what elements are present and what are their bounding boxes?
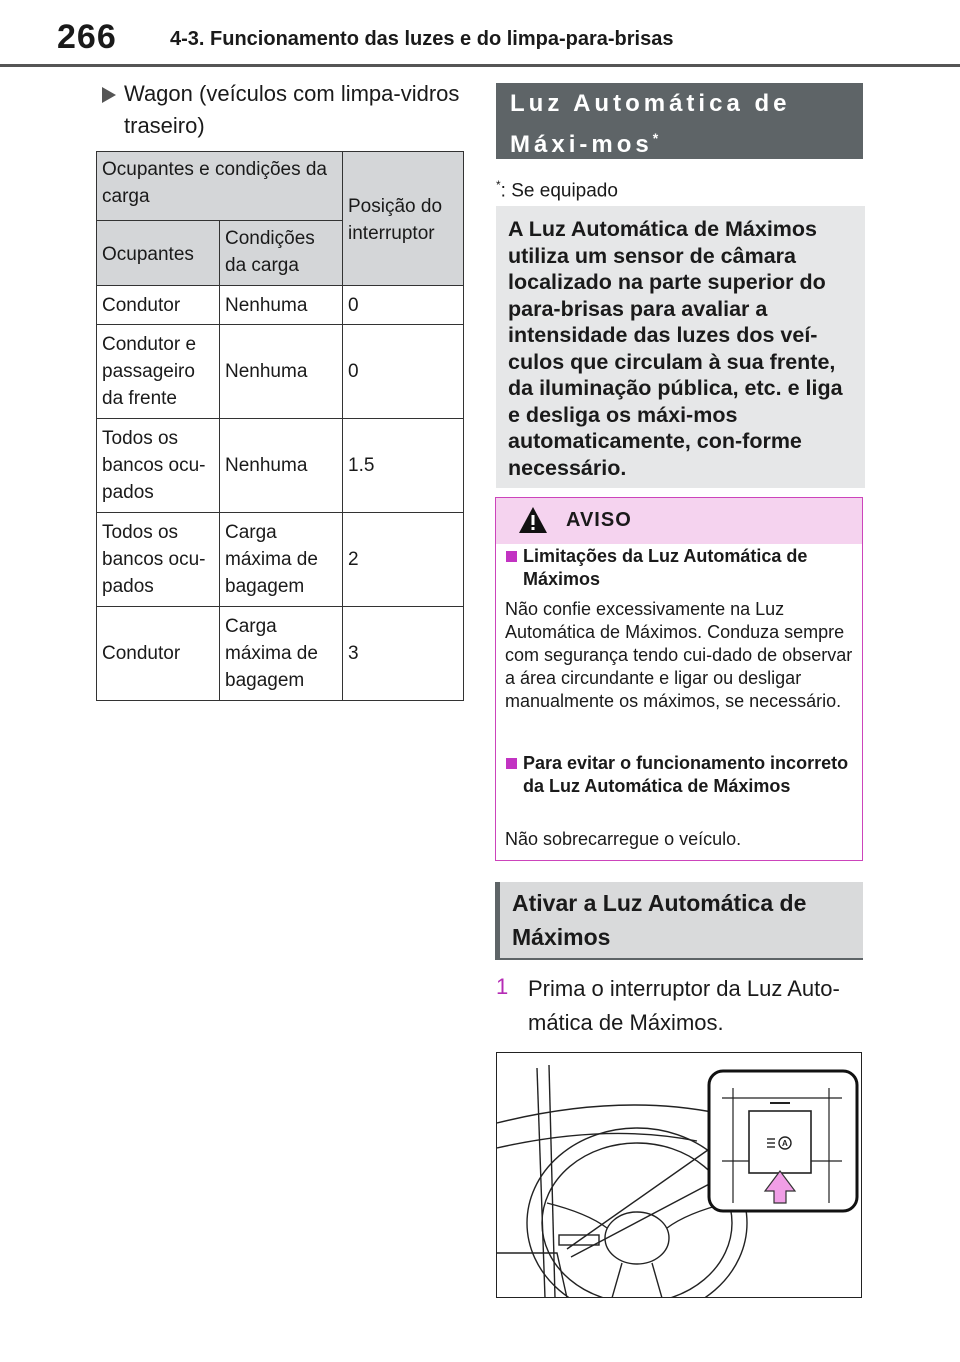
svg-text:A: A xyxy=(782,1139,788,1148)
table-cell: 1.5 xyxy=(343,419,464,513)
step-text: Prima o interruptor da Luz Auto-mática de Máximos. xyxy=(528,976,840,1035)
warning-heading-2: Para evitar o funcionamento incorreto da Luz Automática de Máximos xyxy=(523,753,849,796)
table-row xyxy=(97,286,464,325)
table-header-load: Condições da carga xyxy=(220,221,343,286)
footnote-text: : Se equipado xyxy=(500,180,618,202)
auto-high-beam-title-bar xyxy=(496,83,863,159)
warning-paragraph-2: Não sobrecarregue o veículo. xyxy=(505,829,742,849)
table-cell: 3 xyxy=(343,607,464,701)
square-bullet-icon xyxy=(506,551,517,562)
table-row xyxy=(97,607,464,701)
square-bullet-icon xyxy=(506,758,517,769)
table-cell: Nenhuma xyxy=(220,286,343,325)
warning-heading-1: Limitações da Luz Automática de Máximos xyxy=(523,546,808,589)
step-number: 1 xyxy=(496,974,509,999)
auto-high-beam-title xyxy=(510,87,860,162)
table-cell: Nenhuma xyxy=(220,419,343,513)
wagon-heading: Wagon (veículos com limpa-vidros traseiro) xyxy=(124,81,460,138)
table-header-conditions: Ocupantes e condições da carga xyxy=(97,152,343,221)
warning-box xyxy=(495,497,863,861)
warning-header xyxy=(496,498,862,544)
table-row xyxy=(97,513,464,607)
title-text: Luz Automática de Máxi-mos xyxy=(510,90,791,158)
warning-title: AVISO xyxy=(566,509,632,531)
footnote xyxy=(496,178,618,202)
warning-triangle-icon xyxy=(518,506,548,534)
activate-subsection-title-bar xyxy=(495,882,863,960)
dashboard-drawing xyxy=(497,1053,862,1298)
table-cell: 2 xyxy=(343,513,464,607)
load-conditions-table xyxy=(96,151,464,701)
section-title: 4-3. Funcionamento das luzes e do limpa-para-brisas xyxy=(170,28,674,50)
activate-subsection-title: Ativar a Luz Automática de Máximos xyxy=(512,890,807,950)
table-cell: Todos os bancos ocu-pados xyxy=(97,419,220,513)
title-asterisk: * xyxy=(652,130,663,146)
header-divider xyxy=(0,64,960,67)
table-cell: 0 xyxy=(343,325,464,419)
footnote-mark: * xyxy=(496,178,501,192)
intro-box xyxy=(496,206,865,488)
warning-paragraph-1: Não confie excessivamente na Luz Automática de Máximos. Conduza sempre com segurança tendo cui-dado de observar a área circundante e ligar ou desligar manualmente os máximos, se necessário. xyxy=(505,599,853,711)
triangle-bullet-icon xyxy=(98,84,120,106)
table-row xyxy=(97,419,464,513)
dashboard-switch-illustration xyxy=(496,1052,862,1298)
table-cell: Carga máxima de bagagem xyxy=(220,607,343,701)
table-row xyxy=(97,325,464,419)
table-cell: Nenhuma xyxy=(220,325,343,419)
table-cell: 0 xyxy=(343,286,464,325)
table-cell: Condutor xyxy=(97,286,220,325)
intro-text: A Luz Automática de Máximos utiliza um sensor de câmara localizado na parte superior do para-brisas para avaliar a intensidade das luzes dos veí-culos que circulam à sua frente, da iluminação pública, etc. e liga e desliga os máxi-mos automaticamente, con-forme necessário. xyxy=(508,217,843,480)
table-cell: Condutor e passageiro da frente xyxy=(97,325,220,419)
table-cell: Condutor xyxy=(97,607,220,701)
table-header-occupants: Ocupantes xyxy=(97,221,220,286)
table-header-switch-position: Posição do interruptor xyxy=(343,152,464,286)
table-cell: Carga máxima de bagagem xyxy=(220,513,343,607)
page-number: 266 xyxy=(57,18,117,56)
table-cell: Todos os bancos ocu-pados xyxy=(97,513,220,607)
